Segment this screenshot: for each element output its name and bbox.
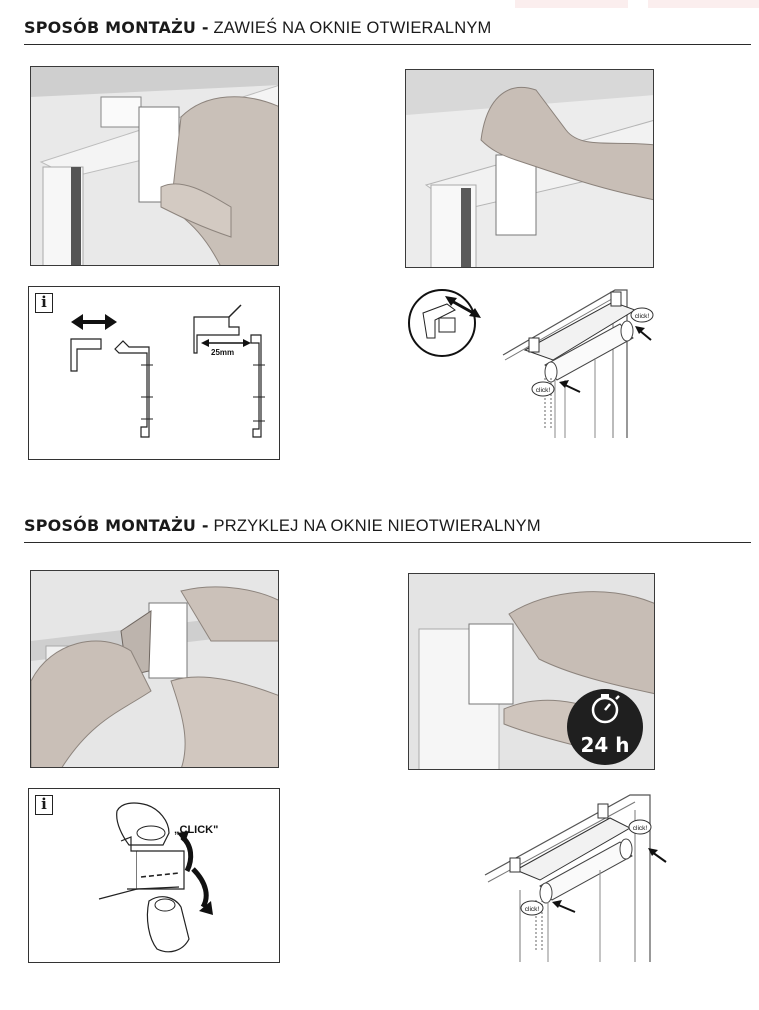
click-text: „CLICK" [174,824,219,836]
info-box-hook-diagram [28,286,280,460]
section1-heading-rest: ZAWIEŚ NA OKNIE OTWIERALNYM [208,19,492,37]
section2-heading-bold: SPOSÓB MONTAŻU - [24,516,209,535]
section1-rule [24,44,751,45]
click-label-top: click! [634,313,650,320]
click-label-bottom-2: click! [524,906,540,913]
info-icon: i [35,293,53,313]
photo-hang-bracket-left [30,66,279,266]
photo-peel-adhesive [30,570,279,768]
measure-label: 25mm [211,348,235,357]
top-strip-1 [515,0,628,8]
click-label-bottom: click! [535,387,551,394]
double-arrow-icon [71,314,117,330]
section2-rule [24,542,751,543]
section2-heading [24,516,541,536]
timer-label: 24 h [580,733,630,757]
section2-heading-rest: PRZYKLEJ NA OKNIE NIEOTWIERALNYM [208,517,541,535]
blind-diagram-adhesive [480,780,676,962]
info-box-click-diagram [28,788,280,963]
section1-heading-bold: SPOSÓB MONTAŻU - [24,18,209,37]
section1-heading [24,18,492,38]
photo-hang-bracket-right [405,69,654,268]
top-strip-2 [648,0,759,8]
blind-diagram-hang [405,280,655,440]
photo-press-24h [408,573,655,770]
click-label-top-2: click! [632,825,648,832]
info-icon: i [35,795,53,815]
